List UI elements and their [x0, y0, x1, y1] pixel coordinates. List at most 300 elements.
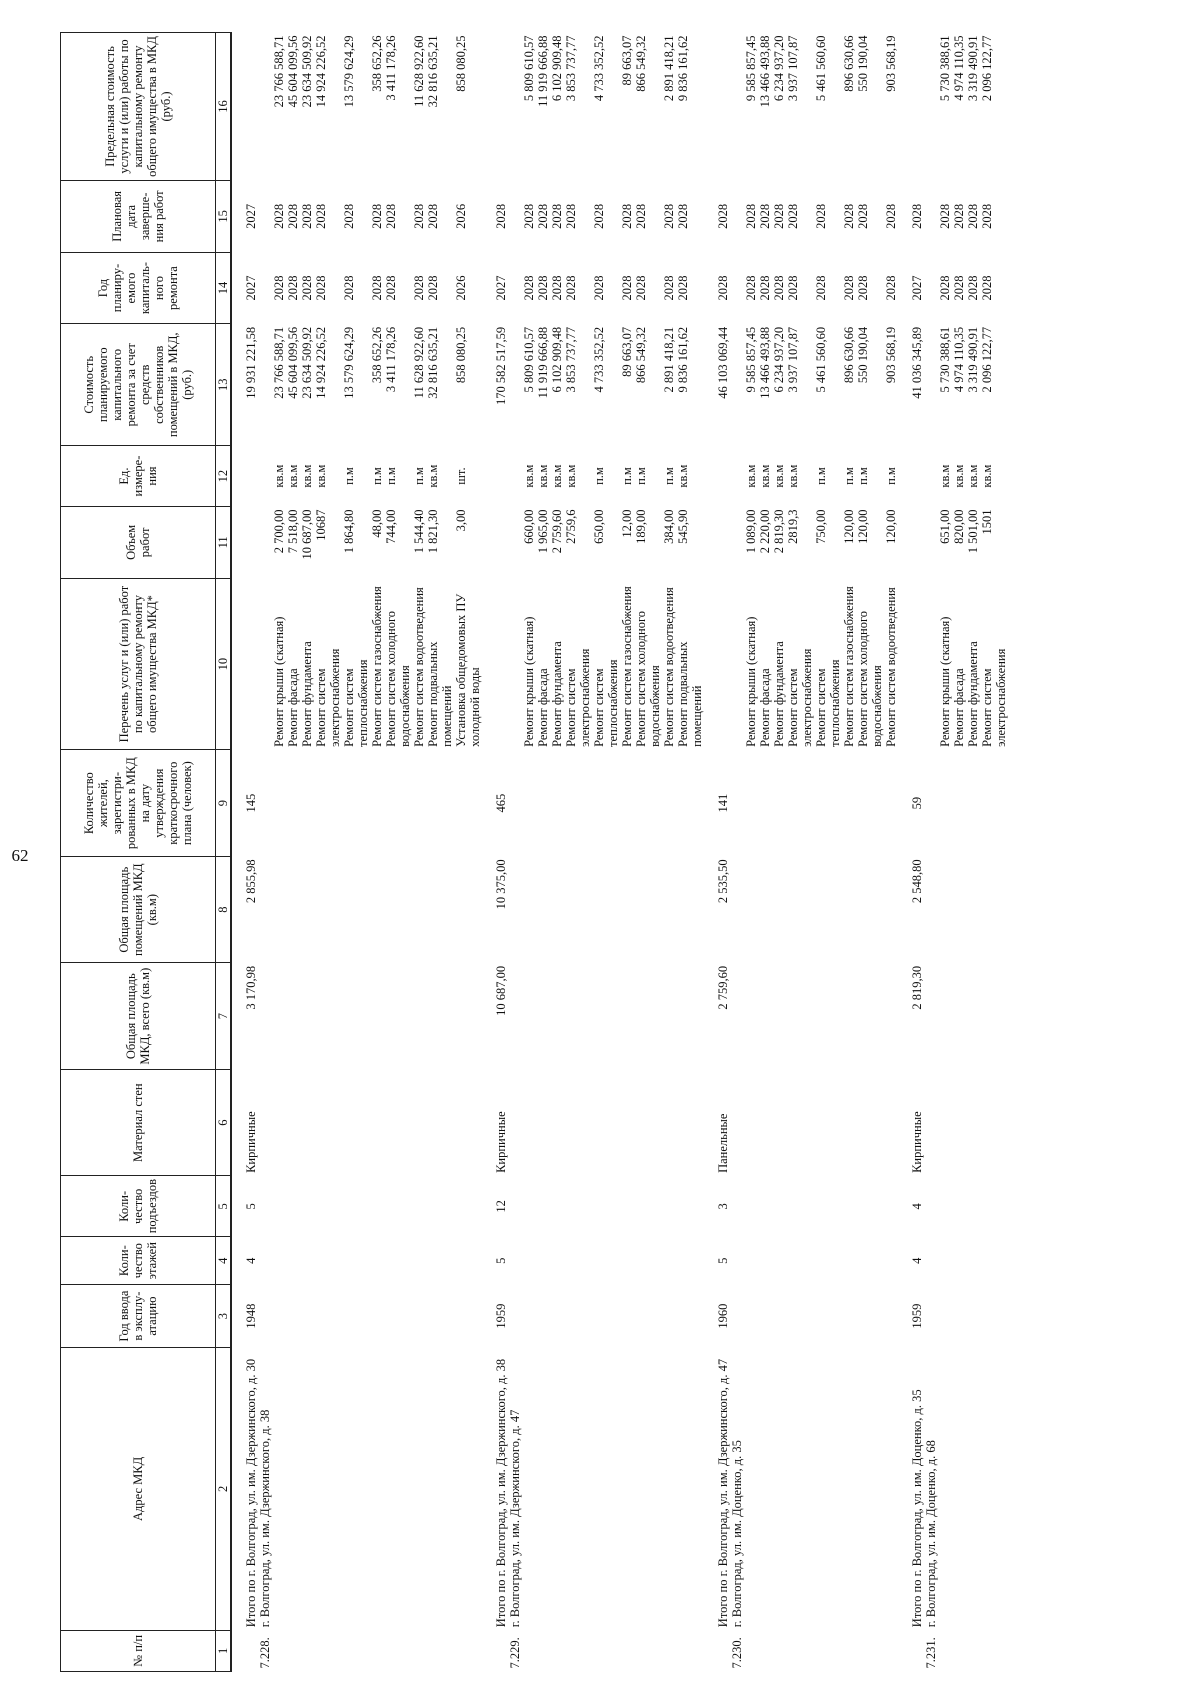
cell-num	[884, 1630, 898, 1671]
cell-address	[454, 1348, 482, 1631]
cell-work: Ремонт систем газоснабжения	[620, 586, 634, 747]
cell-residents	[952, 750, 966, 857]
cell-unit: кв.м	[564, 464, 578, 488]
column-number-7: 7	[216, 963, 232, 1070]
cell-unit: кв.м	[952, 464, 966, 488]
cell-plan-year: 2028	[342, 275, 356, 301]
cell-year-built	[564, 1285, 592, 1348]
column-header-12: Ед. измере-ния	[61, 446, 216, 507]
cell-area-total	[592, 963, 620, 1070]
cell-num	[384, 1630, 412, 1671]
cell-end-date: 2028	[426, 203, 440, 229]
cell-end-date: 2028	[384, 203, 398, 229]
total-row	[908, 33, 924, 1672]
cell-year-built	[966, 1285, 980, 1348]
cell-area-premises	[924, 856, 938, 963]
column-header-3: Год ввода в эксплу-атацию	[61, 1285, 216, 1348]
cell-plan-year: 2028	[272, 275, 286, 301]
cell-wall	[814, 1069, 842, 1176]
cell-plan-year	[730, 252, 744, 324]
work-row	[634, 33, 662, 1672]
work-row	[676, 33, 704, 1672]
cell-entrances	[786, 1176, 814, 1237]
cell-cost: 550 190,04	[856, 326, 870, 384]
total-row	[492, 33, 508, 1672]
cell-year-built	[814, 1285, 842, 1348]
cell-address	[938, 1348, 952, 1631]
cell-address	[550, 1348, 564, 1631]
cell-area-premises	[300, 856, 314, 963]
cell-limit: 23 766 588,71	[272, 35, 286, 108]
cell-floors	[786, 1237, 814, 1285]
cell-area-premises	[592, 856, 620, 963]
cell-plan-year: 2027	[494, 275, 508, 301]
cell-unit: п.м	[856, 467, 870, 485]
cell-cost: 6 234 937,20	[772, 326, 786, 393]
cell-year-built	[980, 1285, 1008, 1348]
cell-num: 7.229.	[508, 1637, 522, 1669]
cell-area-premises	[384, 856, 412, 963]
cell-work: Ремонт фасада	[286, 668, 300, 747]
work-row	[952, 33, 966, 1672]
row-spacer	[482, 33, 492, 1672]
cell-cost: 5 461 560,60	[814, 326, 828, 393]
cell-volume	[242, 506, 258, 578]
cell-end-date: 2028	[620, 203, 634, 229]
cell-year-built	[744, 1285, 758, 1348]
cell-num	[908, 1630, 924, 1671]
cell-volume: 2 759,60	[550, 509, 564, 554]
cell-end-date: 2028	[910, 203, 924, 229]
cell-plan-year: 2028	[716, 275, 730, 301]
cell-end-date: 2028	[522, 203, 536, 229]
cell-area-total	[426, 963, 454, 1070]
cell-plan-year: 2028	[884, 275, 898, 301]
cell-area-premises: 2 548,80	[910, 859, 924, 904]
cell-end-date: 2028	[300, 203, 314, 229]
work-row	[938, 33, 952, 1672]
cell-area-total	[564, 963, 592, 1070]
cell-area-total	[412, 963, 426, 1070]
cell-work: Ремонт фасада	[758, 668, 772, 747]
cell-floors	[676, 1237, 704, 1285]
cell-limit: 5 809 610,57	[522, 35, 536, 102]
cell-residents	[314, 750, 342, 857]
work-row	[286, 33, 300, 1672]
building-row	[508, 33, 522, 1672]
cell-volume: 1 089,00	[744, 509, 758, 554]
cell-address	[856, 1348, 884, 1631]
cell-wall	[980, 1069, 1008, 1176]
cell-volume: 2759,6	[564, 509, 578, 544]
cell-limit	[714, 33, 730, 181]
cell-address: г. Волгоград, ул. им. Дзержинского, д. 47	[508, 1409, 522, 1628]
cell-num	[242, 1630, 258, 1671]
cell-plan-year: 2028	[564, 275, 578, 301]
cell-floors	[536, 1237, 550, 1285]
cell-wall	[676, 1069, 704, 1176]
cell-num	[342, 1630, 370, 1671]
cell-cost: 13 466 493,88	[758, 326, 772, 399]
cell-address: г. Волгоград, ул. им. Дзержинского, д. 38	[258, 1409, 272, 1628]
cell-wall	[314, 1069, 342, 1176]
cell-wall	[952, 1069, 966, 1176]
cell-cost: 14 924 226,52	[314, 326, 328, 399]
cell-work: Ремонт крыши (скатная)	[744, 616, 758, 747]
cell-address	[758, 1348, 772, 1631]
cell-entrances	[522, 1176, 536, 1237]
row-spacer	[704, 33, 714, 1672]
cell-wall: Кирпичные	[910, 1111, 924, 1173]
cell-floors	[272, 1237, 286, 1285]
cell-end-date: 2028	[744, 203, 758, 229]
cell-num	[980, 1630, 1008, 1671]
work-row	[536, 33, 550, 1672]
cell-area-total	[924, 963, 938, 1070]
cell-year-built	[952, 1285, 966, 1348]
work-row	[426, 33, 454, 1672]
cell-area-total	[966, 963, 980, 1070]
cell-work	[258, 578, 272, 750]
column-number-1: 1	[216, 1630, 232, 1671]
cell-residents	[286, 750, 300, 857]
cell-residents	[454, 750, 482, 857]
cell-entrances	[314, 1176, 342, 1237]
cell-floors	[258, 1237, 272, 1285]
work-row	[564, 33, 592, 1672]
cell-address	[286, 1348, 300, 1631]
cell-floors	[952, 1237, 966, 1285]
column-number-16: 16	[216, 33, 232, 181]
cell-year-built	[592, 1285, 620, 1348]
cell-year-built	[508, 1285, 522, 1348]
cell-limit	[242, 33, 258, 181]
cell-residents	[980, 750, 1008, 857]
cell-num	[814, 1630, 842, 1671]
cell-year-built	[938, 1285, 952, 1348]
cell-end-date: 2028	[938, 203, 952, 229]
cell-address	[744, 1348, 758, 1631]
building-row	[924, 33, 938, 1672]
cell-unit: кв.м	[522, 464, 536, 488]
cell-volume: 1 864,80	[342, 509, 356, 554]
column-number-11: 11	[216, 506, 232, 578]
cell-cost: 3 937 107,87	[786, 326, 800, 393]
cell-volume: 660,00	[522, 509, 536, 544]
cell-plan-year: 2028	[620, 275, 634, 301]
cell-end-date	[508, 180, 522, 252]
cell-limit: 11 919 666,88	[536, 35, 550, 107]
cell-floors	[758, 1237, 772, 1285]
work-row	[550, 33, 564, 1672]
column-header-4: Коли-чество этажей	[61, 1237, 216, 1285]
cell-num	[714, 1630, 730, 1671]
cell-num	[662, 1630, 676, 1671]
cell-work: Установка общедомовых ПУ холодной воды	[454, 593, 482, 747]
cell-wall	[300, 1069, 314, 1176]
cell-cost: 5 809 610,57	[522, 326, 536, 393]
cell-cost: 89 663,07	[620, 326, 634, 377]
cell-plan-year: 2028	[980, 275, 994, 301]
cell-work: Ремонт систем электроснабжения	[980, 648, 1008, 747]
cell-unit: кв.м	[426, 464, 440, 488]
cell-num	[786, 1630, 814, 1671]
cell-wall	[884, 1069, 898, 1176]
cell-residents	[772, 750, 786, 857]
cell-plan-year: 2028	[370, 275, 384, 301]
cell-plan-year: 2028	[772, 275, 786, 301]
cell-num	[758, 1630, 772, 1671]
cell-area-premises	[744, 856, 758, 963]
cell-end-date	[258, 180, 272, 252]
cell-residents	[272, 750, 286, 857]
work-row	[314, 33, 342, 1672]
cell-entrances	[980, 1176, 1008, 1237]
cell-volume: 120,00	[884, 509, 898, 544]
cell-end-date: 2028	[980, 203, 994, 229]
cell-limit: 6 102 909,48	[550, 35, 564, 102]
cell-wall	[272, 1069, 286, 1176]
cell-address	[272, 1348, 286, 1631]
cell-volume	[908, 506, 924, 578]
cell-cost: 9 585 857,45	[744, 326, 758, 393]
cell-floors: 5	[494, 1257, 508, 1264]
cell-year-built	[634, 1285, 662, 1348]
cell-cost: 3 319 490,91	[966, 326, 980, 393]
cell-address	[300, 1348, 314, 1631]
cell-num	[550, 1630, 564, 1671]
cell-volume: 2 819,30	[772, 509, 786, 554]
cell-area-premises	[370, 856, 384, 963]
cell-wall	[772, 1069, 786, 1176]
cell-entrances	[758, 1176, 772, 1237]
cell-num	[856, 1630, 884, 1671]
cell-volume	[714, 506, 730, 578]
cell-num	[370, 1630, 384, 1671]
cell-address	[426, 1348, 454, 1631]
cell-cost	[508, 324, 522, 446]
cell-entrances: 5	[244, 1203, 258, 1210]
cell-entrances	[884, 1176, 898, 1237]
cell-plan-year: 2028	[384, 275, 398, 301]
cell-wall	[966, 1069, 980, 1176]
cell-area-premises: 2 855,98	[244, 859, 258, 904]
work-row	[384, 33, 412, 1672]
cell-cost: 2 096 122,77	[980, 326, 994, 393]
work-row	[620, 33, 634, 1672]
cell-entrances	[856, 1176, 884, 1237]
cell-volume: 650,00	[592, 509, 606, 544]
cell-address	[412, 1348, 426, 1631]
cell-limit: 2 096 122,77	[980, 35, 994, 102]
cell-plan-year: 2027	[910, 275, 924, 301]
cell-entrances	[258, 1176, 272, 1237]
cell-area-premises	[980, 856, 1008, 963]
cell-area-premises	[508, 856, 522, 963]
cell-cost: 46 103 069,44	[716, 326, 730, 399]
column-number-8: 8	[216, 856, 232, 963]
cell-residents	[536, 750, 550, 857]
cell-cost: 23 634 509,92	[300, 326, 314, 399]
cell-plan-year: 2028	[412, 275, 426, 301]
cell-work	[924, 578, 938, 750]
cell-wall	[384, 1069, 412, 1176]
cell-work	[508, 578, 522, 750]
cell-limit	[908, 33, 924, 181]
cell-volume	[492, 506, 508, 578]
cell-area-premises	[730, 856, 744, 963]
cell-area-total	[842, 963, 856, 1070]
cell-year-built	[412, 1285, 426, 1348]
cell-num	[412, 1630, 426, 1671]
cell-plan-year: 2028	[536, 275, 550, 301]
page-number: 62	[11, 846, 29, 865]
cell-unit: п.м	[842, 467, 856, 485]
cell-address	[314, 1348, 342, 1631]
cell-wall	[620, 1069, 634, 1176]
cell-floors	[980, 1237, 1008, 1285]
cell-floors	[856, 1237, 884, 1285]
cell-end-date	[730, 180, 744, 252]
cell-volume: 120,00	[856, 509, 870, 544]
cell-floors	[662, 1237, 676, 1285]
cell-area-total	[536, 963, 550, 1070]
cell-num	[564, 1630, 592, 1671]
cell-area-total	[662, 963, 676, 1070]
cell-area-premises	[772, 856, 786, 963]
table-header	[61, 33, 232, 1672]
column-header-11: Объем работ	[61, 506, 216, 578]
column-header-10: Перечень услуг и (или) работ по капитальному ремонту общего имущества МКД*	[61, 578, 216, 750]
cell-year-built	[454, 1285, 482, 1348]
cell-entrances	[342, 1176, 370, 1237]
cell-plan-year: 2028	[966, 275, 980, 301]
work-row	[758, 33, 772, 1672]
header-row	[61, 33, 216, 1672]
cell-wall	[592, 1069, 620, 1176]
cell-address: г. Волгоград, ул. им. Доценко, д. 35	[730, 1440, 744, 1628]
cell-entrances	[412, 1176, 426, 1237]
cell-wall	[564, 1069, 592, 1176]
cell-address	[966, 1348, 980, 1631]
cell-end-date: 2028	[550, 203, 564, 229]
cell-work: Ремонт систем теплоснабжения	[342, 659, 370, 747]
cell-area-total: 3 170,98	[244, 965, 258, 1010]
cell-floors	[370, 1237, 384, 1285]
cell-residents	[842, 750, 856, 857]
cell-cost: 5 730 388,61	[938, 326, 952, 393]
cell-limit: 896 630,66	[842, 35, 856, 92]
cell-num	[536, 1630, 550, 1671]
cell-work: Ремонт фундамента	[772, 641, 786, 747]
cell-end-date: 2028	[952, 203, 966, 229]
cell-volume: 3,00	[454, 509, 468, 532]
cell-address	[980, 1348, 1008, 1631]
column-header-15: Плановая дата заверше-ния работ	[61, 180, 216, 252]
cell-unit	[258, 446, 272, 507]
cell-cost: 3 411 178,26	[384, 326, 398, 393]
cell-unit: кв.м	[938, 464, 952, 488]
cell-unit	[924, 446, 938, 507]
cell-entrances	[952, 1176, 966, 1237]
cell-plan-year: 2028	[550, 275, 564, 301]
repair-plan-table	[60, 32, 1008, 1672]
cell-entrances	[634, 1176, 662, 1237]
cell-end-date: 2028	[662, 203, 676, 229]
cell-floors	[314, 1237, 342, 1285]
cell-floors	[744, 1237, 758, 1285]
cell-end-date: 2028	[370, 203, 384, 229]
cell-wall	[744, 1069, 758, 1176]
cell-area-total: 10 687,00	[494, 965, 508, 1016]
cell-year-built	[662, 1285, 676, 1348]
cell-unit	[714, 446, 730, 507]
cell-cost: 896 630,66	[842, 326, 856, 384]
cell-entrances	[730, 1176, 744, 1237]
cell-area-total	[370, 963, 384, 1070]
cell-wall	[508, 1069, 522, 1176]
cell-area-premises	[676, 856, 704, 963]
cell-area-total	[550, 963, 564, 1070]
cell-cost	[924, 324, 938, 446]
cell-limit	[508, 33, 522, 181]
cell-cost: 23 766 588,71	[272, 326, 286, 399]
cell-wall	[758, 1069, 772, 1176]
cell-plan-year: 2028	[634, 275, 648, 301]
cell-limit: 32 816 635,21	[426, 35, 440, 108]
cell-area-total	[508, 963, 522, 1070]
cell-num	[286, 1630, 300, 1671]
cell-cost: 2 891 418,21	[662, 326, 676, 393]
cell-volume: 2 700,00	[272, 509, 286, 554]
cell-entrances	[966, 1176, 980, 1237]
cell-area-premises	[938, 856, 952, 963]
cell-unit: п.м	[884, 467, 898, 485]
cell-area-premises	[564, 856, 592, 963]
cell-area-premises: 2 535,50	[716, 859, 730, 904]
cell-unit: кв.м	[966, 464, 980, 488]
cell-entrances: 4	[910, 1203, 924, 1210]
cell-residents	[662, 750, 676, 857]
cell-volume: 820,00	[952, 509, 966, 544]
building-row	[730, 33, 744, 1672]
column-number-10: 10	[216, 578, 232, 750]
cell-residents: 145	[244, 793, 258, 813]
work-row	[980, 33, 1008, 1672]
cell-area-total	[620, 963, 634, 1070]
cell-work	[908, 578, 924, 750]
cell-year-built	[620, 1285, 634, 1348]
cell-area-total: 2 759,60	[716, 965, 730, 1010]
work-row	[300, 33, 314, 1672]
cell-year-built	[550, 1285, 564, 1348]
cell-entrances	[662, 1176, 676, 1237]
cell-limit: 23 634 509,92	[300, 35, 314, 108]
work-row	[662, 33, 676, 1672]
cell-address	[884, 1348, 898, 1631]
cell-area-total	[272, 963, 286, 1070]
cell-area-premises	[426, 856, 454, 963]
work-row	[342, 33, 370, 1672]
work-row	[412, 33, 426, 1672]
cell-year-built	[314, 1285, 342, 1348]
cell-area-total	[758, 963, 772, 1070]
cell-volume: 651,00	[938, 509, 952, 544]
cell-entrances	[300, 1176, 314, 1237]
cell-num	[426, 1630, 454, 1671]
cell-area-premises	[786, 856, 814, 963]
cell-plan-year: 2028	[814, 275, 828, 301]
